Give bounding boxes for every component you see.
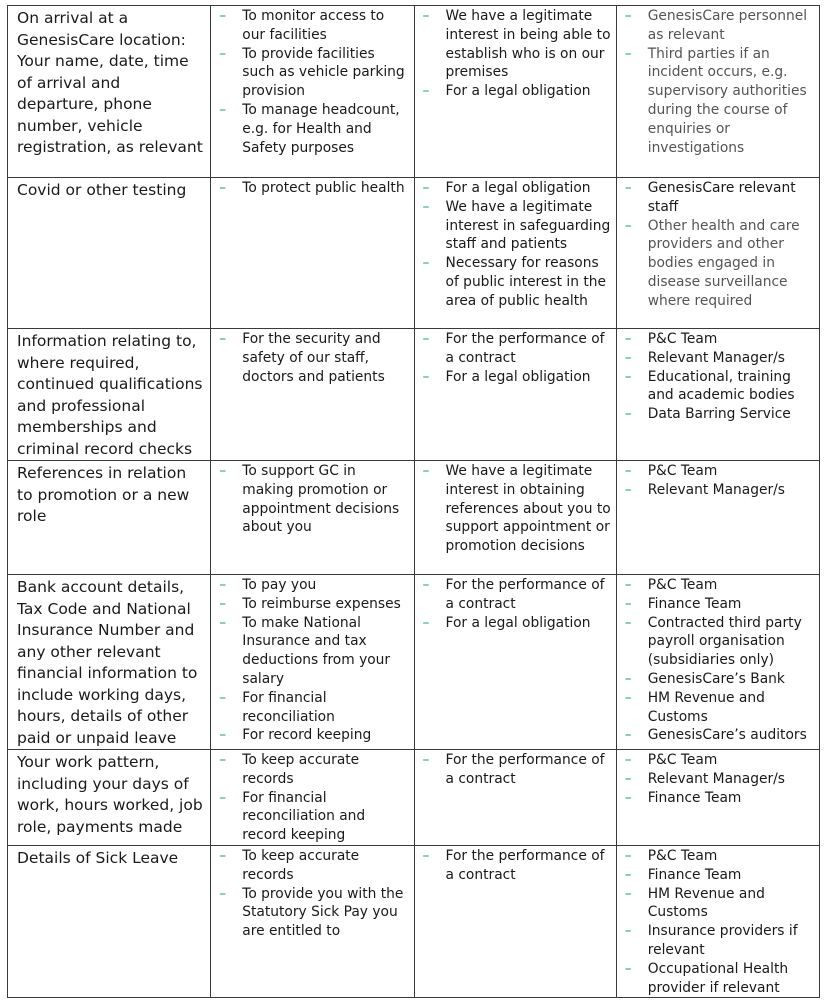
list-item: – Finance Team — [617, 595, 815, 614]
list-item: – Data Barring Service — [617, 405, 815, 424]
list-item: – GenesisCare personnel as relevant — [617, 7, 815, 45]
recipient-cell — [616, 461, 819, 575]
list-item: – For a legal obligation — [415, 82, 612, 101]
list-item: – GenesisCare’s auditors — [617, 726, 815, 745]
list-item: – P&C Team — [617, 330, 815, 349]
list-item: – To pay you — [211, 576, 409, 595]
category-cell: On arrival at a GenesisCare location: Your name, date, time of arrival and departure, phone number, vehicle registration, as relevant — [8, 6, 211, 178]
list-item: – Educational, training and academic bodies — [617, 368, 815, 406]
list-item: – Necessary for reasons of public interest in the area of public health — [415, 254, 612, 310]
purpose-cell — [211, 461, 414, 575]
list-item: – Third parties if an incident occurs, e.g. supervisory authorities during the course of enquiries or investigations — [617, 45, 815, 158]
purpose-cell — [211, 6, 414, 178]
legal-basis-cell — [414, 329, 616, 461]
purpose-cell — [211, 329, 414, 461]
list-item: – To protect public health — [211, 179, 409, 198]
list-item: – Occupational Health provider if relevant — [617, 960, 815, 998]
list-item: – To reimburse expenses — [211, 595, 409, 614]
legal-basis-cell — [414, 575, 616, 750]
table-row — [8, 461, 820, 575]
table-row — [8, 178, 820, 329]
list-item: – Finance Team — [617, 789, 815, 808]
list-item: – For the performance of a contract — [415, 576, 612, 614]
category-cell: References in relation to promotion or a new role — [8, 461, 211, 575]
legal-basis-cell — [414, 461, 616, 575]
data-processing-table — [7, 5, 820, 998]
list-item: – For the security and safety of our staff, doctors and patients — [211, 330, 409, 386]
table-row — [8, 845, 820, 997]
list-item: – To support GC in making promotion or appointment decisions about you — [211, 462, 409, 537]
list-item: – For a legal obligation — [415, 614, 612, 633]
list-item: – To keep accurate records — [211, 751, 409, 789]
list-item: – We have a legitimate interest in safeguarding staff and patients — [415, 198, 612, 254]
list-item: – To provide you with the Statutory Sick Pay you are entitled to — [211, 885, 409, 941]
list-item: – Contracted third party payroll organisation (subsidiaries only) — [617, 614, 815, 670]
list-item: – For a legal obligation — [415, 179, 612, 198]
table-row — [8, 6, 820, 178]
list-item: – To manage headcount, e.g. for Health and Safety purposes — [211, 101, 409, 157]
table-row — [8, 329, 820, 461]
recipient-cell — [616, 845, 819, 997]
recipient-cell — [616, 178, 819, 329]
list-item: – For financial reconciliation — [211, 689, 409, 727]
category-cell: Information relating to, where required, continued qualifications and professional memberships and criminal record checks — [8, 329, 211, 461]
list-item: – For the performance of a contract — [415, 330, 612, 368]
list-item: – P&C Team — [617, 847, 815, 866]
list-item: – We have a legitimate interest in being able to establish who is on our premises — [415, 7, 612, 82]
table-row — [8, 575, 820, 750]
category-cell: Your work pattern, including your days of work, hours worked, job role, payments made — [8, 750, 211, 846]
list-item: – To keep accurate records — [211, 847, 409, 885]
purpose-cell — [211, 845, 414, 997]
recipient-cell — [616, 575, 819, 750]
list-item: – For the performance of a contract — [415, 847, 612, 885]
list-item: – For the performance of a contract — [415, 751, 612, 789]
purpose-cell — [211, 178, 414, 329]
legal-basis-cell — [414, 6, 616, 178]
legal-basis-cell — [414, 178, 616, 329]
list-item: – Relevant Manager/s — [617, 481, 815, 500]
recipient-cell — [616, 750, 819, 846]
list-item: – For financial reconciliation and record keeping — [211, 789, 409, 845]
list-item: – P&C Team — [617, 751, 815, 770]
category-cell: Bank account details, Tax Code and National Insurance Number and any other relevant financial information to include working days, hours, details of other paid or unpaid leave — [8, 575, 211, 750]
list-item: – For record keeping — [211, 726, 409, 745]
list-item: – Relevant Manager/s — [617, 349, 815, 368]
list-item: – Relevant Manager/s — [617, 770, 815, 789]
list-item: – To provide facilities such as vehicle parking provision — [211, 45, 409, 101]
recipient-cell — [616, 329, 819, 461]
list-item: – To make National Insurance and tax deductions from your salary — [211, 614, 409, 689]
list-item: – Finance Team — [617, 866, 815, 885]
legal-basis-cell — [414, 845, 616, 997]
list-item: – For a legal obligation — [415, 368, 612, 387]
table-row — [8, 750, 820, 846]
purpose-cell — [211, 750, 414, 846]
list-item: – GenesisCare’s Bank — [617, 670, 815, 689]
purpose-cell — [211, 575, 414, 750]
list-item: – Other health and care providers and other bodies engaged in disease surveillance where required — [617, 217, 815, 311]
list-item: – We have a legitimate interest in obtaining references about you to support appointment or promotion decisions — [415, 462, 612, 556]
list-item: – P&C Team — [617, 462, 815, 481]
category-cell: Covid or other testing — [8, 178, 211, 329]
category-cell: Details of Sick Leave — [8, 845, 211, 997]
legal-basis-cell — [414, 750, 616, 846]
list-item: – HM Revenue and Customs — [617, 885, 815, 923]
list-item: – P&C Team — [617, 576, 815, 595]
list-item: – Insurance providers if relevant — [617, 922, 815, 960]
list-item: – GenesisCare relevant staff — [617, 179, 815, 217]
recipient-cell — [616, 6, 819, 178]
list-item: – To monitor access to our facilities — [211, 7, 409, 45]
list-item: – HM Revenue and Customs — [617, 689, 815, 727]
